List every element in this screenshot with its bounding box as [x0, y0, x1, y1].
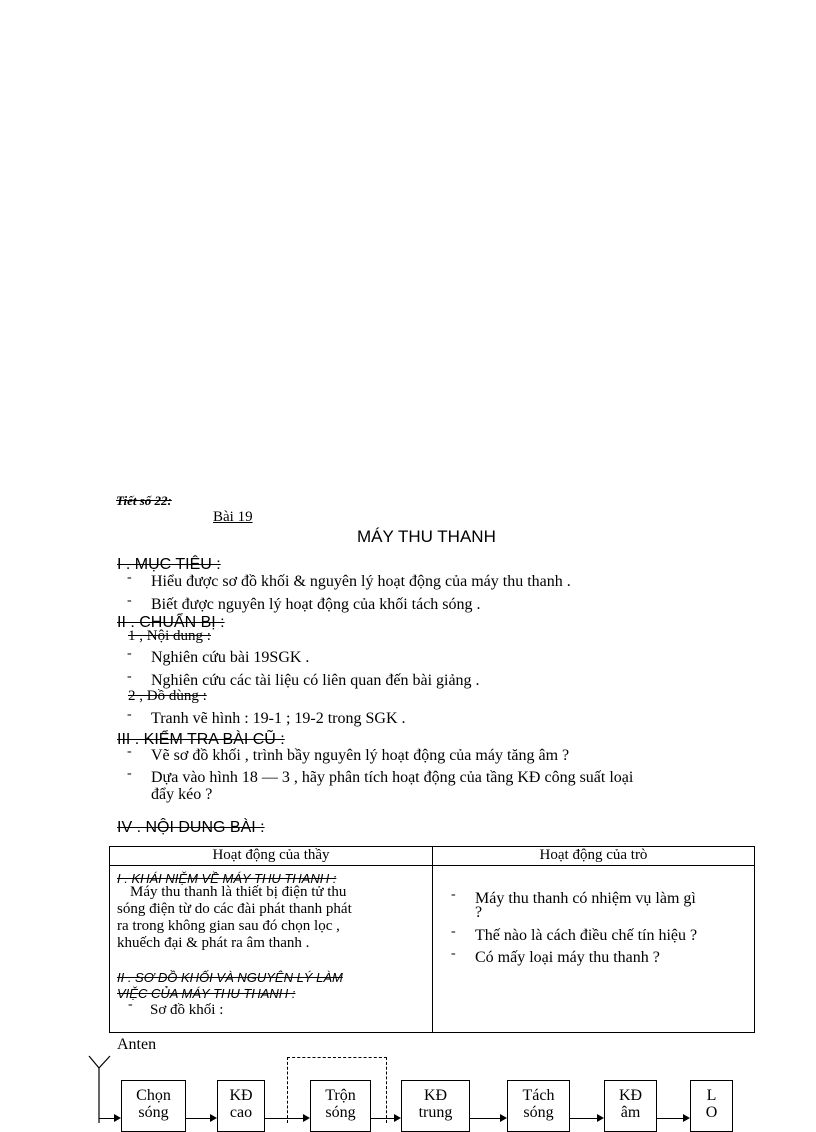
preparation-heading: II . CHUẨN BỊ :: [117, 614, 225, 631]
arrow-icon: [303, 1114, 310, 1122]
bullet-dash: -: [127, 593, 132, 608]
bullet-dash: -: [127, 669, 132, 684]
content-item: Nghiên cứu bài 19SGK .: [151, 649, 310, 666]
block-label: Tách: [522, 1087, 555, 1104]
arrow-icon: [210, 1114, 217, 1122]
block-label: Chọn: [136, 1087, 171, 1104]
review-item-continued: đẩy kéo ?: [151, 786, 213, 803]
block-label: KĐ: [423, 1087, 448, 1104]
concept-line: sóng điện từ do các đài phát thanh phát: [117, 901, 352, 917]
concept-line: khuếch đại & phát ra âm thanh .: [117, 935, 310, 951]
lesson-period: Tiết số 22:: [116, 493, 172, 508]
bullet-dash: -: [128, 997, 133, 1012]
student-question-continued: ?: [475, 904, 483, 921]
bullet-dash: -: [451, 924, 456, 939]
oscillator-loop-top: [287, 1057, 387, 1058]
student-question: Thế nào là cách điều chế tín hiệu ?: [475, 927, 698, 944]
page-title: MÁY THU THANH: [357, 527, 496, 546]
concept-line: ra trong không gian sau đó chọn lọc ,: [117, 918, 340, 934]
content-subheading: 1 , Nội dung :: [128, 628, 211, 644]
antenna-label: Anten: [117, 1036, 157, 1053]
block-tuner: [121, 1080, 186, 1132]
diagram-heading: VIỆC CỦA MÁY THU THANH :: [117, 986, 296, 1001]
signal-line: [569, 1118, 598, 1119]
bullet-dash: -: [127, 766, 132, 781]
diagram-heading: II . SƠ ĐỒ KHỐI VÀ NGUYÊN LÝ LÀM: [117, 970, 343, 985]
materials-item: Tranh vẽ hình : 19-1 ; 19-2 trong SGK .: [151, 710, 406, 727]
oscillator-loop-right: [386, 1057, 387, 1123]
signal-line: [656, 1118, 684, 1119]
bullet-dash: -: [127, 646, 132, 661]
block-rf-amplifier: [217, 1080, 265, 1132]
bullet-dash: -: [451, 946, 456, 961]
student-column-header: Hoạt động của trò: [433, 847, 755, 866]
signal-line: [185, 1118, 211, 1119]
arrow-icon: [114, 1114, 121, 1122]
signal-line: [264, 1118, 304, 1119]
block-if-amplifier: [401, 1080, 470, 1132]
materials-subheading: 2 , Đồ dùng :: [128, 688, 207, 704]
block-label: trung: [418, 1104, 453, 1121]
objectives-heading: I . MỤC TIÊU :: [117, 556, 221, 573]
block-label: sóng: [325, 1104, 356, 1121]
lesson-number: Bài 19: [213, 509, 253, 525]
review-item: Dựa vào hình 18 — 3 , hãy phân tích hoạt động của tầng KĐ công suất loại: [151, 769, 634, 786]
block-audio-amplifier: [604, 1080, 657, 1132]
objective-item: Biết được nguyên lý hoạt động của khối tách sóng .: [151, 596, 481, 613]
block-label: Trộn: [325, 1087, 356, 1104]
arrow-icon: [597, 1114, 604, 1122]
bullet-dash: -: [127, 570, 132, 585]
signal-line: [99, 1118, 114, 1119]
block-label: âm: [620, 1104, 641, 1121]
content-heading: IV . NỘI DUNG BÀI :: [117, 819, 265, 836]
block-label: sóng: [138, 1104, 169, 1121]
objective-item: Hiểu được sơ đồ khối & nguyên lý hoạt động của máy thu thanh .: [151, 573, 571, 590]
block-label: L: [706, 1087, 717, 1104]
review-item: Vẽ sơ đồ khối , trình bầy nguyên lý hoạt động của máy tăng âm ?: [151, 747, 570, 764]
block-label: KĐ: [618, 1087, 643, 1104]
oscillator-loop-left: [287, 1057, 288, 1123]
bullet-dash: -: [127, 707, 132, 722]
teacher-column-header: Hoạt động của thầy: [110, 847, 433, 866]
block-label: KĐ: [229, 1087, 253, 1104]
arrow-icon: [394, 1114, 401, 1122]
block-label: cao: [229, 1104, 253, 1121]
concept-heading: I . KHÁI NIỆM VỀ MÁY THU THANH :: [117, 871, 337, 886]
bullet-dash: -: [127, 744, 132, 759]
arrow-icon: [500, 1114, 507, 1122]
student-question: Có mấy loại máy thu thanh ?: [475, 949, 660, 966]
block-label: sóng: [523, 1104, 554, 1121]
signal-line: [469, 1118, 501, 1119]
arrow-icon: [683, 1114, 690, 1122]
content-item: Nghiên cứu các tài liệu có liên quan đến bài giảng .: [151, 672, 480, 689]
bullet-dash: -: [451, 887, 456, 902]
student-question: Máy thu thanh có nhiệm vụ làm gì: [475, 890, 696, 907]
block-speaker: [690, 1080, 733, 1132]
block-detector: [507, 1080, 570, 1132]
signal-line: [370, 1118, 395, 1119]
review-heading: III . KIỂM TRA BÀI CŨ :: [117, 731, 285, 748]
block-mixer: [310, 1080, 371, 1132]
concept-line: Máy thu thanh là thiết bị điện tử thu: [130, 884, 347, 900]
block-label: O: [705, 1104, 718, 1121]
diagram-item: Sơ đồ khối :: [150, 1002, 224, 1018]
